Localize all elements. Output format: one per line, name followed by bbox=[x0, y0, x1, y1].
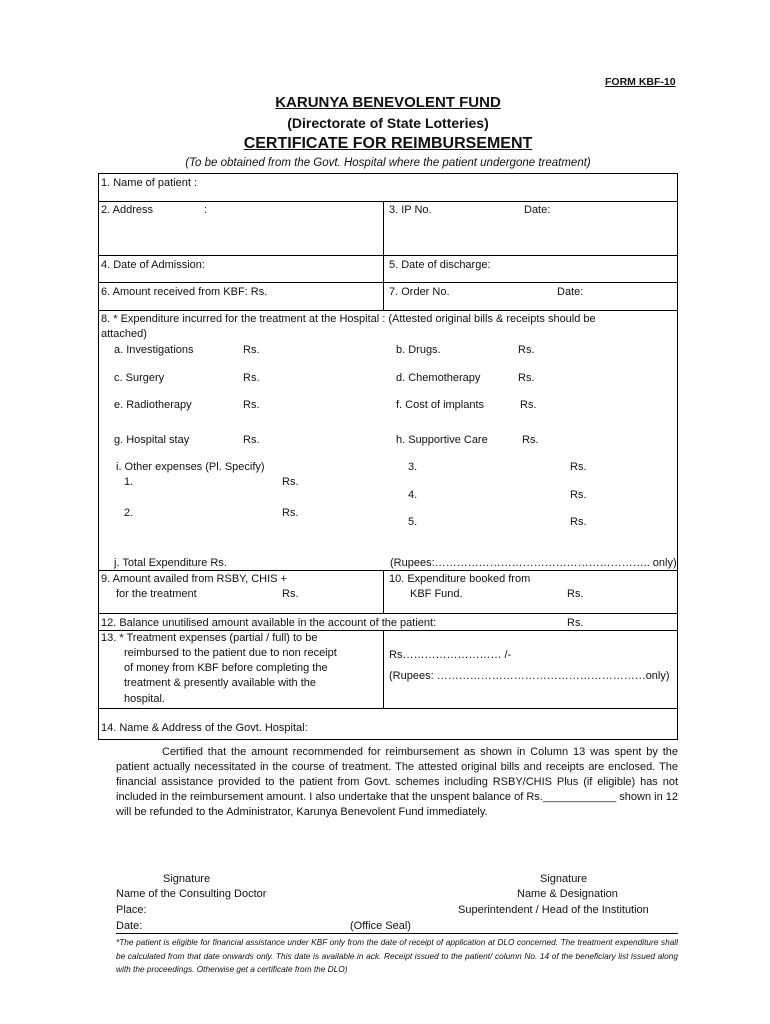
field-order-date: Date: bbox=[557, 286, 584, 298]
footnote-rule bbox=[116, 933, 678, 934]
row-divider bbox=[98, 282, 678, 283]
rs-label: Rs. bbox=[567, 588, 584, 600]
item-hospital-stay: g. Hospital stay bbox=[114, 434, 190, 446]
field-expenditure-heading: 8. * Expenditure incurred for the treatment at the Hospital : (Attested original bills & receipts should be bbox=[101, 313, 596, 325]
item-chemotherapy: d. Chemotherapy bbox=[396, 372, 481, 384]
left-signature-label: Signature bbox=[163, 873, 211, 885]
field-address: 2. Address bbox=[101, 204, 153, 216]
field-treatment-expenses-l3: of money from KBF before completing the bbox=[124, 662, 328, 674]
item-surgery: c. Surgery bbox=[114, 372, 165, 384]
field-treatment-expenses-l2: reimbursed to the patient due to non receipt bbox=[124, 647, 337, 659]
office-seal-label: (Office Seal) bbox=[350, 920, 411, 932]
rs-label: Rs. bbox=[282, 476, 299, 488]
field-amount-received: 6. Amount received from KBF: Rs. bbox=[101, 286, 268, 298]
field-hospital-name-address: 14. Name & Address of the Govt. Hospital: bbox=[101, 722, 308, 734]
rs-label: Rs. bbox=[567, 617, 584, 629]
other-item-3: 3. bbox=[408, 461, 418, 473]
rs-label: Rs. bbox=[520, 399, 537, 411]
field-ip-date: Date: bbox=[524, 204, 551, 216]
place-label: Place: bbox=[116, 904, 147, 916]
page-subtitle: (To be obtained from the Govt. Hospital where the patient undergone treatment) bbox=[185, 157, 591, 169]
other-item-2: 2. bbox=[124, 507, 134, 519]
item-supportive-care: h. Supportive Care bbox=[396, 434, 488, 446]
rs-label: Rs. bbox=[522, 434, 539, 446]
col-divider bbox=[383, 630, 384, 708]
field-amount-availed: 9. Amount availed from RSBY, CHIS + bbox=[101, 573, 287, 585]
page-title: CERTIFICATE FOR REIMBURSEMENT bbox=[243, 135, 533, 152]
col-divider bbox=[383, 201, 384, 310]
rs-label: Rs. bbox=[570, 461, 587, 473]
field-balance-unutilised: 12. Balance unutilised amount available in the account of the patient: bbox=[101, 617, 437, 629]
field-date-of-discharge: 5. Date of discharge: bbox=[389, 259, 491, 271]
rs-label: Rs. bbox=[518, 372, 535, 384]
field-expenditure-booked-cont: KBF Fund. bbox=[410, 588, 463, 600]
row-divider bbox=[98, 201, 678, 202]
dept-title: (Directorate of State Lotteries) bbox=[287, 115, 489, 131]
field-treatment-expenses-l5: hospital. bbox=[124, 693, 165, 705]
field-expenditure-heading-cont: attached) bbox=[101, 328, 147, 340]
rs-label: Rs. bbox=[243, 434, 260, 446]
consulting-doctor-label: Name of the Consulting Doctor bbox=[116, 888, 267, 900]
date-label: Date: bbox=[116, 920, 143, 932]
field-expenditure-booked: 10. Expenditure booked from bbox=[389, 573, 531, 585]
treatment-amount-rs: Rs……………………… /- bbox=[389, 649, 512, 661]
rs-label: Rs. bbox=[243, 372, 260, 384]
rs-label: Rs. bbox=[243, 344, 260, 356]
rs-label: Rs. bbox=[282, 588, 299, 600]
rs-label: Rs. bbox=[518, 344, 535, 356]
field-order-no: 7. Order No. bbox=[389, 286, 450, 298]
footnote: *The patient is eligible for financial assistance under KBF only from the date of receipt of application at DLO concerned. The treatment expenditure shall be calculated from that date onwards only. This date is available in ack. Receipt issued to the patient/ column No. 14 of the beneficiary list issued along with the proceedings. Otherwise get a certificate from the DLO) bbox=[116, 937, 678, 974]
superintendent-label: Superintendent / Head of the Institution bbox=[458, 904, 649, 916]
other-item-4: 4. bbox=[408, 489, 418, 501]
item-cost-of-implants: f. Cost of implants bbox=[396, 399, 485, 411]
field-ip-no: 3. IP No. bbox=[389, 204, 432, 216]
rs-label: Rs. bbox=[243, 399, 260, 411]
item-drugs: b. Drugs. bbox=[396, 344, 441, 356]
rs-label: Rs. bbox=[570, 516, 587, 528]
certification-text: Certified that the amount recommended for reimbursement as shown in Column 13 was spent by the patient actually necessitated in the course of treatment. The attested original bills and receipts are enclosed. The financial assistance provided to the patient from Govt. schemes including RSBY/CHIS Plus (if eligible) has not included in the reimbursement amount. I also undertake that the unspent balance of Rs.____________ shown in 12 will be refunded to the Administrator, Karunya Benevolent Fund immediately. bbox=[116, 746, 678, 818]
item-other-expenses: i. Other expenses (Pl. Specify) bbox=[116, 461, 265, 473]
item-investigations: a. Investigations bbox=[114, 344, 194, 356]
other-item-1: 1. bbox=[124, 476, 134, 488]
other-item-5: 5. bbox=[408, 516, 418, 528]
col-divider bbox=[383, 570, 384, 613]
row-divider bbox=[98, 310, 678, 311]
total-rupees-words: (Rupees:………………………………………………….. only) bbox=[390, 557, 677, 569]
treatment-amount-words: (Rupees: …………………………………………………only) bbox=[389, 670, 670, 682]
certification-paragraph bbox=[116, 745, 678, 820]
field-name-of-patient: 1. Name of patient : bbox=[101, 177, 197, 189]
rs-label: Rs. bbox=[282, 507, 299, 519]
total-expenditure: j. Total Expenditure Rs. bbox=[114, 557, 227, 569]
row-divider bbox=[98, 613, 678, 614]
field-treatment-expenses-l4: treatment & presently available with the bbox=[124, 677, 316, 689]
row-divider bbox=[98, 570, 678, 571]
row-divider bbox=[98, 255, 678, 256]
row-divider bbox=[98, 630, 678, 631]
field-amount-availed-cont: for the treatment bbox=[116, 588, 197, 600]
org-title: KARUNYA BENEVOLENT FUND bbox=[275, 94, 501, 111]
item-radiotherapy: e. Radiotherapy bbox=[114, 399, 192, 411]
row-divider bbox=[98, 708, 678, 709]
rs-label: Rs. bbox=[570, 489, 587, 501]
right-signature-label: Signature bbox=[540, 873, 588, 885]
field-date-of-admission: 4. Date of Admission: bbox=[101, 259, 205, 271]
field-treatment-expenses-l1: 13. * Treatment expenses (partial / full) to be bbox=[101, 632, 318, 644]
form-number: FORM KBF-10 bbox=[605, 76, 676, 88]
name-designation-label: Name & Designation bbox=[517, 888, 618, 900]
field-address-colon: : bbox=[204, 204, 208, 216]
